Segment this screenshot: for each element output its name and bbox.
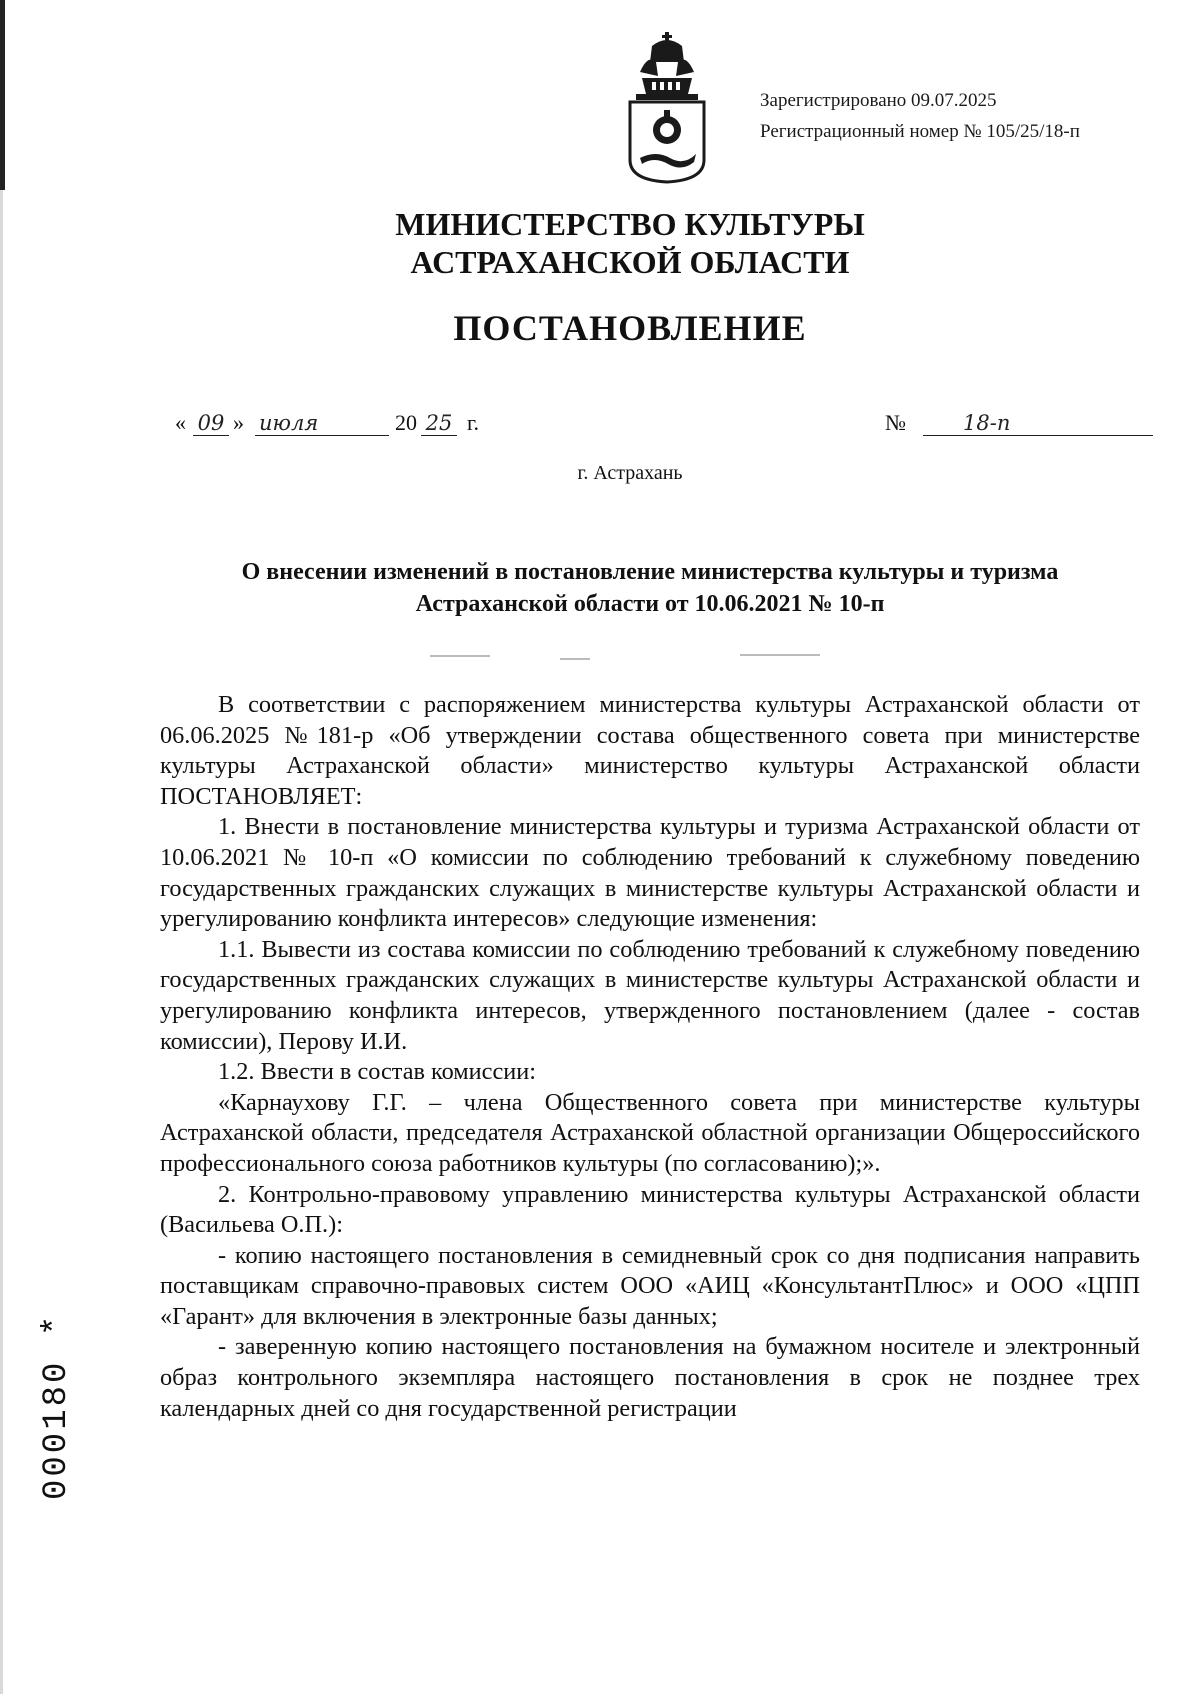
number-sign: №: [885, 410, 906, 435]
subject-line-1: О внесении изменений в постановление министерства культуры и туризма: [241, 559, 1059, 585]
paragraph-preamble: В соответствии с распоряжением министерства культуры Астраханской области от 06.06.2025 №181-р «Об утверждении состава общественного совета при министерстве культуры Астраханской области» министерство культуры Астраханской области ПОСТАНОВЛЯЕТ:: [160, 691, 1140, 810]
paragraph-item-1-1: 1.1. Вывести из состава комиссии по соблюдению требований к служебному поведению государственных гражданских служащих в министерстве культуры Астраханской области и урегулированию конфликта интересов, утвержденного постановлением (далее - состав комиссии), Перову И.И.: [160, 935, 1140, 1055]
document-body: [160, 690, 1140, 1424]
paragraph-item-2-bullet-2: - заверенную копию настоящего постановления на бумажном носителе и электронный образ контрольного экземпляра настоящего постановления в срок не позднее трех календарных дней со дня государственной регистрации: [160, 1333, 1140, 1422]
paragraph-item-1-2-text: «Карнаухову Г.Г. – члена Общественного совета при министерстве культуры Астраханской области, председателя Астраханской областной организации Общероссийского профессионального союза работников культуры (по согласованию);».: [160, 1088, 1140, 1177]
registration-date: Зарегистрировано 09.07.2025: [760, 90, 997, 111]
document-number: 18-п: [923, 411, 1153, 436]
paragraph-item-2-bullet-1: - копию настоящего постановления в семидневный срок со дня подписания направить поставщикам справочно-правовых систем ООО «АИЦ «КонсультантПлюс» и ООО «ЦПП «Гарант» для включения в электронные базы данных;: [160, 1241, 1140, 1330]
ministry-line-1: МИНИСТЕРСТВО КУЛЬТУРЫ: [395, 206, 865, 242]
city: г. Астрахань: [577, 462, 683, 484]
serial-stamp: 000180 *: [38, 1312, 76, 1500]
date-month: июля: [255, 411, 389, 436]
document-type: ПОСТАНОВЛЕНИЕ: [453, 308, 807, 348]
ministry-line-2: АСТРАХАНСКОЙ ОБЛАСТИ: [410, 244, 850, 280]
registration-info: [760, 85, 1080, 147]
date-number-line: [175, 400, 1175, 436]
registration-number: Регистрационный номер № 105/25/18-п: [760, 121, 1080, 142]
subject-line-2: Астраханской области от 10.06.2021 № 10-п: [415, 591, 885, 617]
date-year-unit: г.: [467, 410, 480, 435]
paragraph-item-1-2: 1.2. Ввести в состав комиссии:: [218, 1058, 536, 1086]
scan-speck: [430, 655, 490, 657]
paragraph-item-2: 2. Контрольно-правовому управлению министерства культуры Астраханской области (Васильева О.П.):: [160, 1180, 1140, 1239]
scan-edge-mark: [0, 0, 5, 190]
date-quote-open: «: [175, 410, 186, 435]
date-day: 09: [193, 411, 229, 436]
date-year-prefix: 20: [395, 410, 417, 435]
scan-speck: [740, 654, 820, 656]
paragraph-item-1: 1. Внести в постановление министерства культуры и туризма Астраханской области от 10.06.2021 № 10-п «О комиссии по соблюдению требований к служебному поведению государственных гражданских служащих в министерстве культуры Астраханской области и урегулированию конфликта интересов» следующие изменения:: [160, 813, 1140, 933]
document-subject: [160, 556, 1140, 620]
coat-of-arms-emblem: [622, 32, 712, 184]
date-quote-close: »: [233, 410, 244, 435]
ministry-title: [0, 205, 1200, 281]
date-year-suffix: 25: [421, 411, 457, 436]
scan-speck: [560, 658, 590, 660]
